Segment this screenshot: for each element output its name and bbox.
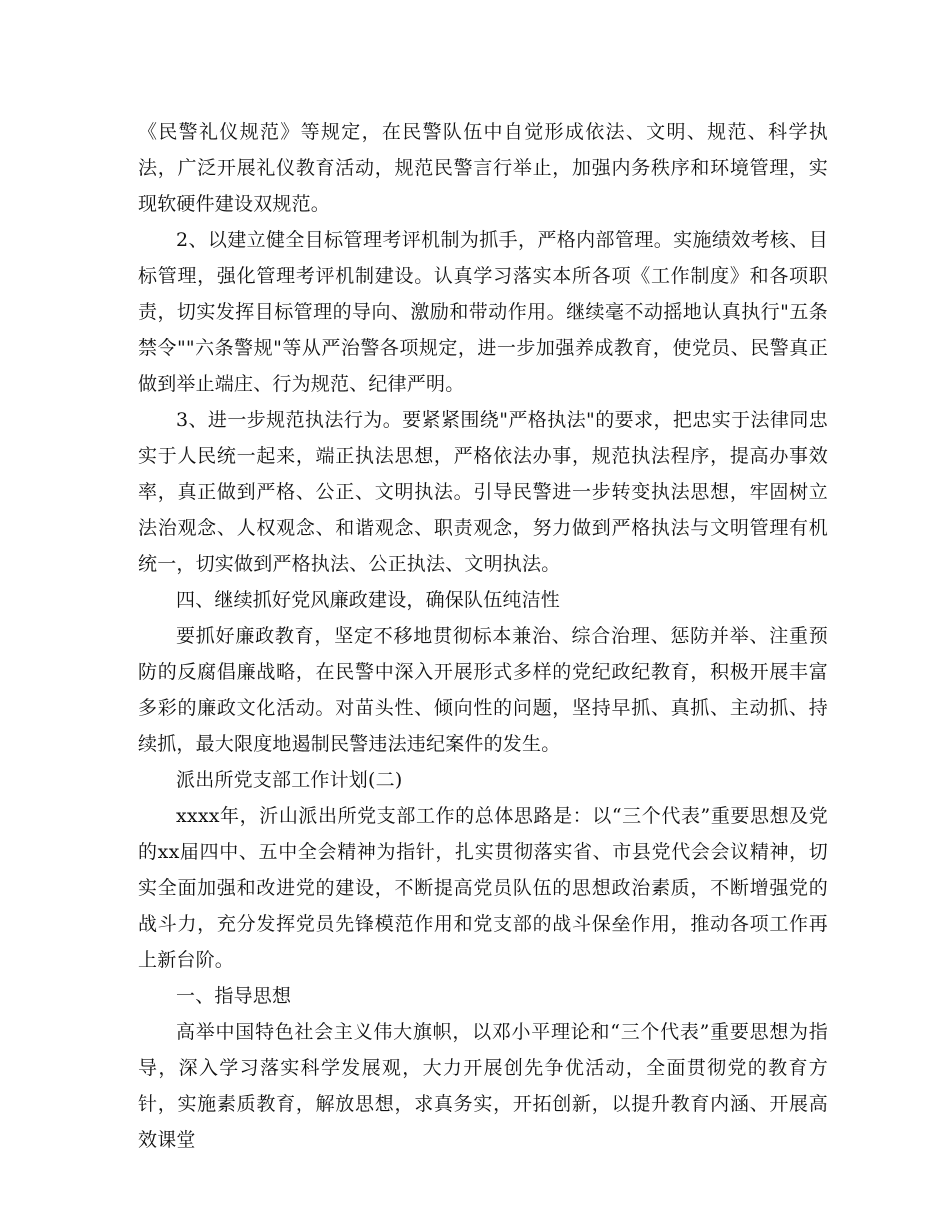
section-heading-guiding-thought: 一、指导思想: [176, 985, 292, 1007]
paragraph-9: 高举中国特色社会主义伟大旗帜，以邓小平理论和“三个代表”重要思想为指导，深入学习落实科学发展观，大力开展创先争优活动，全面贯彻党的教育方针，实施素质教育，解放思想，求真务实，开拓创新，以提升教育内涵、开展高效课堂: [138, 1021, 828, 1151]
document-title-2: 派出所党支部工作计划(二): [176, 769, 403, 791]
paragraph-3: 3、进一步规范执法行为。要紧紧围绕"严格执法"的要求，把忠实于法律同忠实于人民统一起来，端正执法思想，严格依法办事，规范执法程序，提高办事效率，真正做到严格、公正、文明执法。引导民警进一步转变执法思想，牢固树立法治观念、人权观念、和谐观念、职责观念，努力做到严格执法与文明管理有机统一，切实做到严格执法、公正执法、文明执法。: [138, 409, 828, 575]
document-body: [138, 114, 828, 1158]
section-heading-4: 四、继续抓好党风廉政建设，确保队伍纯洁性: [176, 589, 561, 611]
paragraph-1: 《民警礼仪规范》等规定，在民警队伍中自觉形成依法、文明、规范、科学执法，广泛开展礼仪教育活动，规范民警言行举止，加强内务秩序和环境管理，实现软硬件建设双规范。: [138, 121, 828, 215]
paragraph-5: 要抓好廉政教育，坚定不移地贯彻标本兼治、综合治理、惩防并举、注重预防的反腐倡廉战略，在民警中深入开展形式多样的党纪政纪教育，积极开展丰富多彩的廉政文化活动。对苗头性、倾向性的问题，坚持早抓、真抓、主动抓、持续抓，最大限度地遏制民警违法违纪案件的发生。: [138, 625, 828, 755]
paragraph-2: 2、以建立健全目标管理考评机制为抓手，严格内部管理。实施绩效考核、目标管理，强化管理考评机制建设。认真学习落实本所各项《工作制度》和各项职责，切实发挥目标管理的导向、激励和带动作用。继续毫不动摇地认真执行"五条禁令""六条警规"等从严治警各项规定，进一步加强养成教育，使党员、民警真正做到举止端庄、行为规范、纪律严明。: [138, 229, 828, 395]
paragraph-7: xxxx年，沂山派出所党支部工作的总体思路是：以“三个代表”重要思想及党的xx届四中、五中全会精神为指针，扎实贯彻落实省、市县党代会会议精神，切实全面加强和改进党的建设，不断提高党员队伍的思想政治素质，不断增强党的战斗力，充分发挥党员先锋模范作用和党支部的战斗保垒作用，推动各项工作再上新台阶。: [138, 805, 828, 971]
